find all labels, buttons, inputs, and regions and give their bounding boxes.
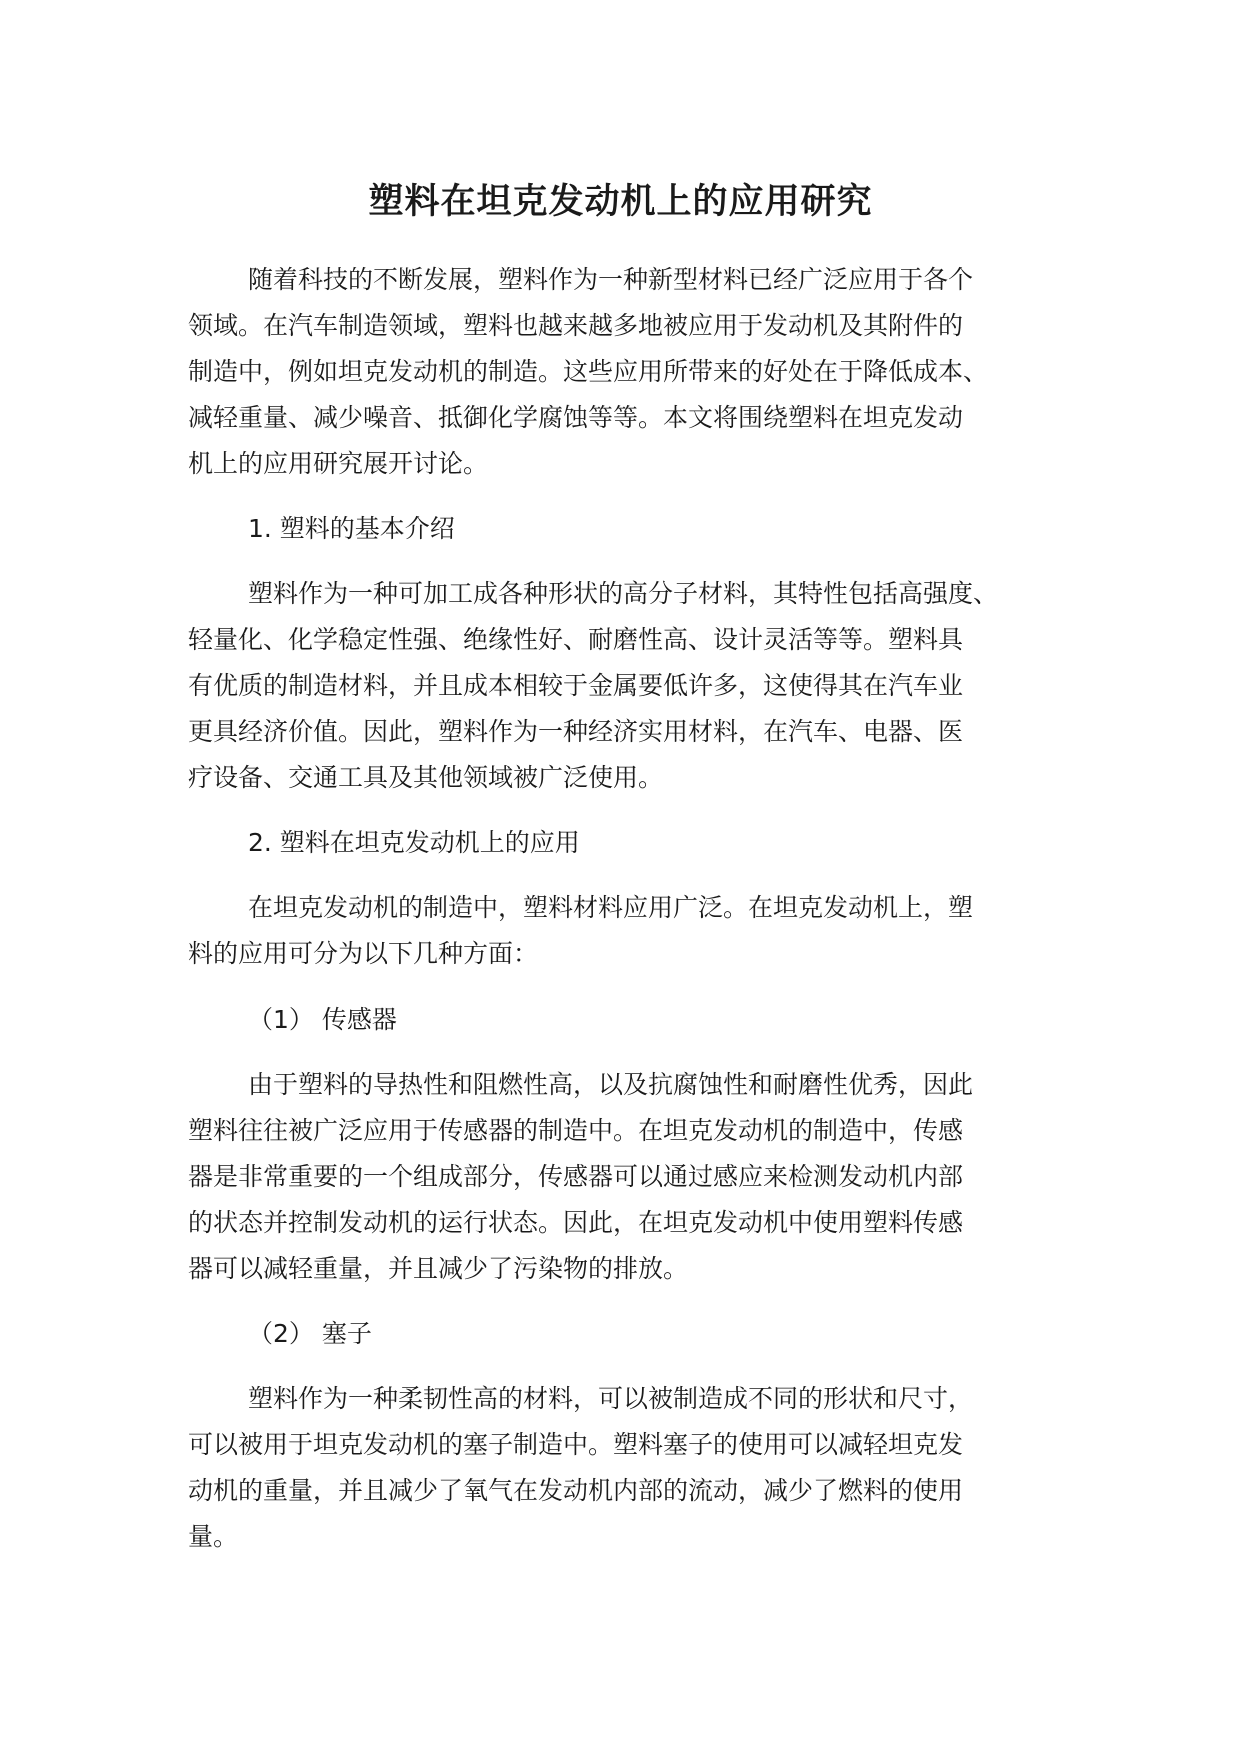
subsection-2-line-3: 动机的重量，并且减少了氧气在发动机内部的流动，减少了燃料的使用	[188, 1476, 964, 1505]
subsection-1-line-1: 由于塑料的导热性和阻燃性高，以及抗腐蚀性和耐磨性优秀，因此	[248, 1070, 974, 1099]
section-2-line-2: 料的应用可分为以下几种方面：	[188, 939, 539, 968]
intro-line-3: 制造中，例如坦克发动机的制造。这些应用所带来的好处在于降低成本、	[188, 357, 989, 386]
subsection-2-line-1: 塑料作为一种柔韧性高的材料，可以被制造成不同的形状和尺寸，	[248, 1384, 974, 1413]
subsection-2-line-4: 量。	[188, 1522, 239, 1551]
intro-line-1: 随着科技的不断发展，塑料作为一种新型材料已经广泛应用于各个	[248, 265, 974, 294]
intro-line-2: 领域。在汽车制造领域，塑料也越来越多地被应用于发动机及其附件的	[188, 311, 964, 340]
subsection-1-line-3: 器是非常重要的一个组成部分，传感器可以通过感应来检测发动机内部	[188, 1162, 964, 1191]
section-1-heading: 1. 塑料的基本介绍	[248, 514, 455, 543]
section-1-line-4: 更具经济价值。因此，塑料作为一种经济实用材料，在汽车、电器、医	[188, 717, 964, 746]
subsection-1-line-4: 的状态并控制发动机的运行状态。因此，在坦克发动机中使用塑料传感	[188, 1208, 964, 1237]
subsection-1-line-5: 器可以减轻重量，并且减少了污染物的排放。	[188, 1254, 689, 1283]
subsection-2-heading: （2） 塞子	[248, 1319, 372, 1348]
document-title: 塑料在坦克发动机上的应用研究	[368, 182, 873, 222]
subsection-1-heading: （1） 传感器	[248, 1005, 397, 1034]
section-1-line-1: 塑料作为一种可加工成各种形状的高分子材料，其特性包括高强度、	[248, 579, 999, 608]
intro-line-5: 机上的应用研究展开讨论。	[188, 449, 489, 478]
section-1-line-3: 有优质的制造材料，并且成本相较于金属要低许多，这使得其在汽车业	[188, 671, 964, 700]
section-1-line-5: 疗设备、交通工具及其他领域被广泛使用。	[188, 763, 664, 792]
section-1-line-2: 轻量化、化学稳定性强、绝缘性好、耐磨性高、设计灵活等等。塑料具	[188, 625, 964, 654]
intro-line-4: 减轻重量、减少噪音、抵御化学腐蚀等等。本文将围绕塑料在坦克发动	[188, 403, 964, 432]
subsection-1-line-2: 塑料往往被广泛应用于传感器的制造中。在坦克发动机的制造中，传感	[188, 1116, 964, 1145]
subsection-2-line-2: 可以被用于坦克发动机的塞子制造中。塑料塞子的使用可以减轻坦克发	[188, 1430, 964, 1459]
section-2-heading: 2. 塑料在坦克发动机上的应用	[248, 828, 580, 857]
section-2-line-1: 在坦克发动机的制造中，塑料材料应用广泛。在坦克发动机上，塑	[248, 893, 974, 922]
